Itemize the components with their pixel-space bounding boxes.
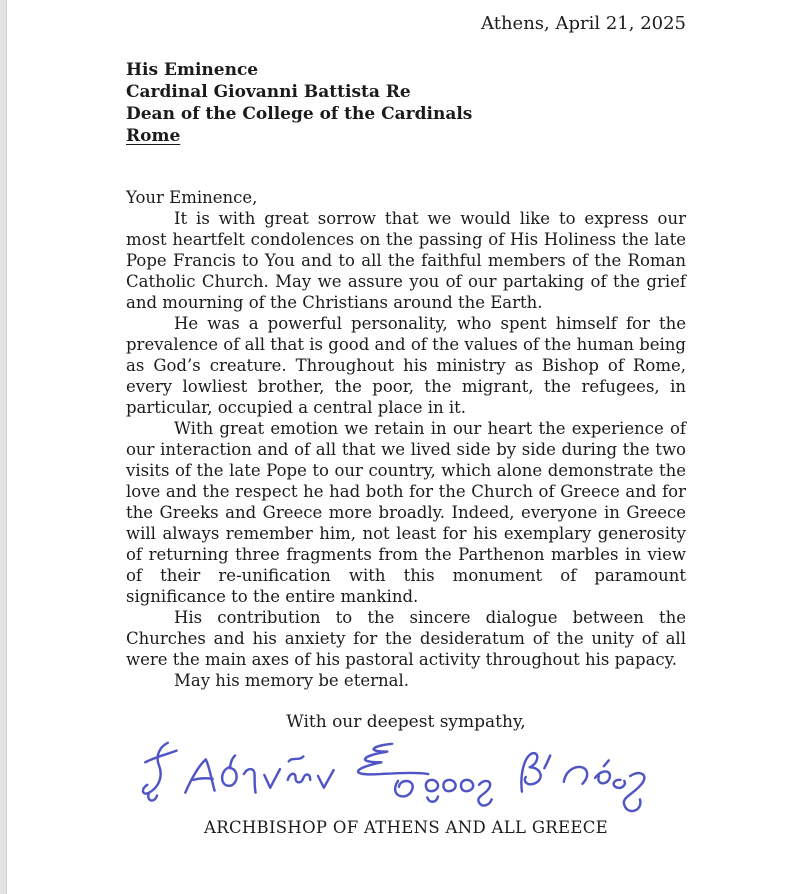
recipient-city: Rome: [126, 126, 181, 146]
recipient-title: Dean of the College of the Cardinals: [126, 104, 473, 124]
paragraph-visits: With great emotion we retain in our heart the experience of our interaction and of all that we lived side by side during the two visits of the late Pope to our country, which alone demonstrate the love and the respect he had both for the Church of Greece and for the Greeks and Greece more broadly. Indeed, everyone in Greece will always remember him, not least for his exemplary generosity of returning three fragments from the Parthenon marbles in view of their re-unification with this monument of paramount significance to the entire mankind.: [126, 419, 686, 606]
paragraph-condolences: It is with great sorrow that we would like to express our most heartfelt condolences on the passing of His Holiness the late Pope Francis to You and to all the faithful members of the Roman Catholic Church. May we assure you of our partaking of the grief and mourning of the Christians around the Earth.: [126, 209, 686, 312]
letter-content: [126, 0, 686, 837]
paragraph-memory: May his memory be eternal.: [174, 671, 409, 690]
closing-line: With our deepest sympathy,: [286, 712, 526, 732]
signature-icon: [128, 736, 668, 816]
paragraph-personality: He was a powerful personality, who spent himself for the prevalence of all that is good and of the values of the human being as God’s creature. Throughout his ministry as Bishop of Rome, every lowliest brother, the poor, the migrant, the refugees, in particular, occupied a central place in it.: [126, 314, 686, 417]
date-line: Athens, April 21, 2025: [481, 13, 686, 34]
signatory-title: ARCHBISHOP OF ATHENS AND ALL GREECE: [204, 818, 608, 837]
recipient-block: [126, 59, 686, 147]
page-edge-strip: [0, 0, 7, 894]
signature-handwriting: [128, 736, 668, 816]
recipient-honorific: His Eminence: [126, 60, 259, 80]
paragraph-dialogue: His contribution to the sincere dialogue between the Churches and his anxiety for the desideratum of the unity of all were the main axes of his pastoral activity throughout his papacy.: [126, 608, 686, 669]
salutation: Your Eminence,: [126, 188, 258, 207]
recipient-name: Cardinal Giovanni Battista Re: [126, 82, 411, 102]
